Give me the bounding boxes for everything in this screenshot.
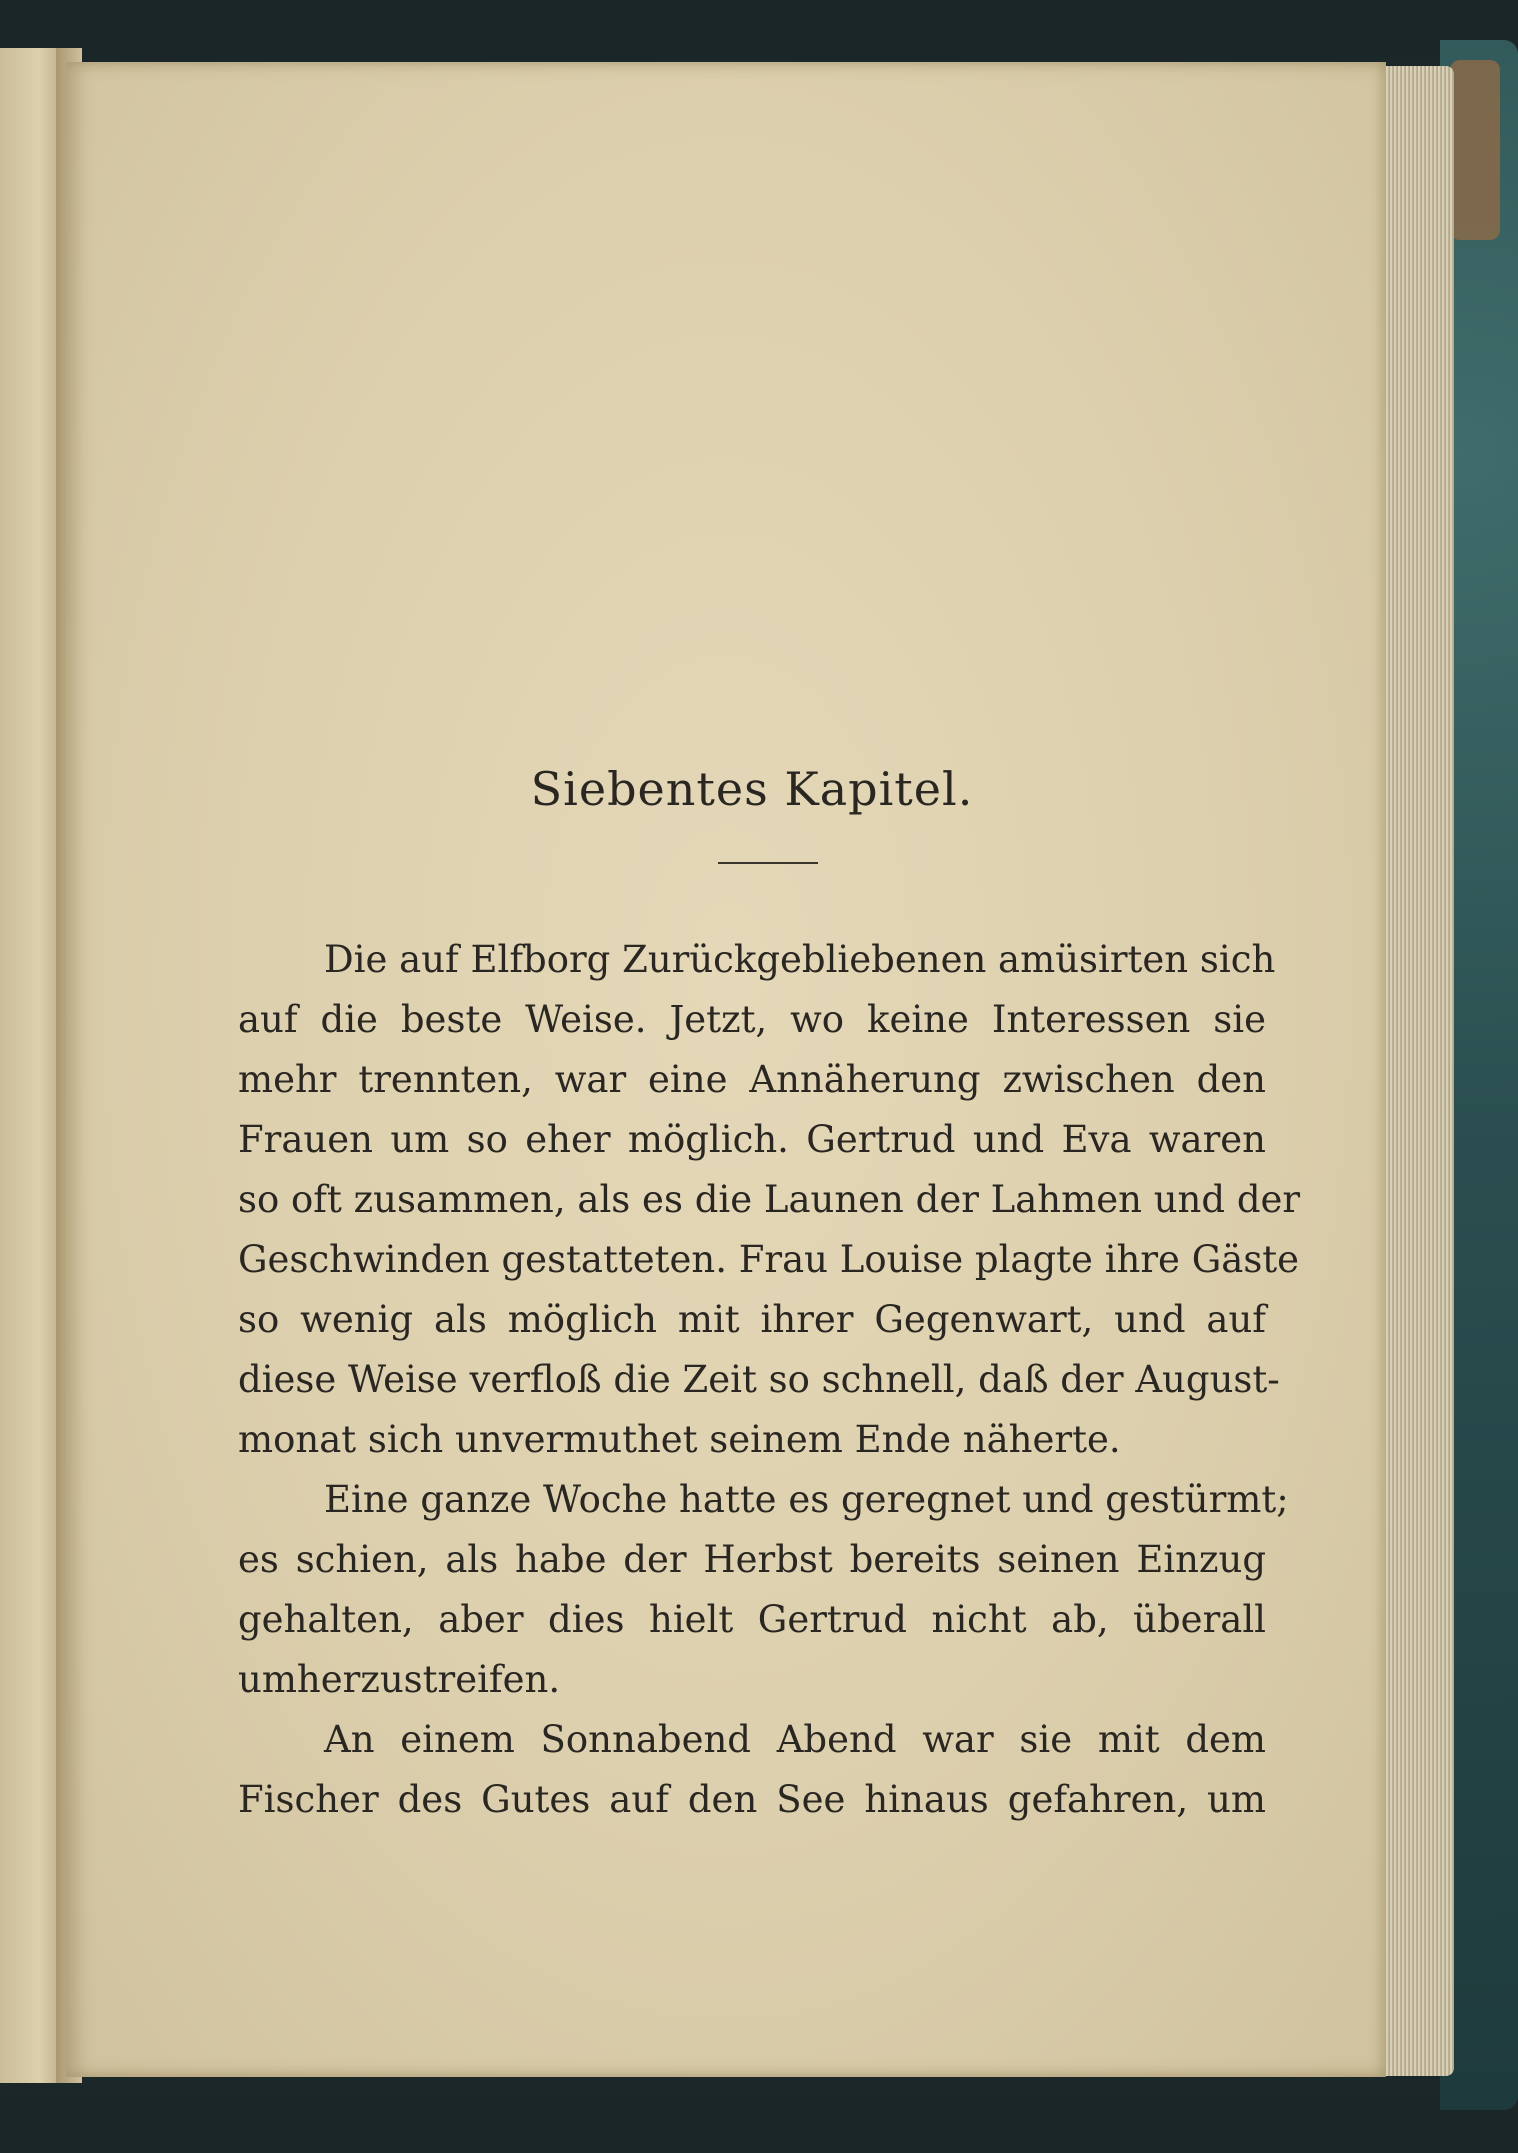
text-line: gehalten, aber dies hielt Gertrud nicht ab, überall	[238, 1598, 1266, 1641]
text-line: diese Weise verfloß die Zeit so schnell, daß der August-	[238, 1358, 1280, 1401]
text-line: Eine ganze Woche hatte es geregnet und gestürmt;	[324, 1478, 1289, 1521]
book-page	[66, 62, 1386, 2077]
text-line: umherzustreifen.	[238, 1658, 561, 1701]
text-line: Frauen um so eher möglich. Gertrud und Eva waren	[238, 1118, 1266, 1161]
text-line: auf die beste Weise. Jetzt, wo keine Interessen sie	[238, 998, 1266, 1041]
chapter-title: Siebentes Kapitel.	[530, 762, 974, 816]
text-line: es schien, als habe der Herbst bereits seinen Einzug	[238, 1538, 1266, 1581]
page-edges	[1378, 66, 1454, 2076]
text-line: Fischer des Gutes auf den See hinaus gefahren, um	[238, 1778, 1266, 1821]
text-line: so oft zusammen, als es die Launen der Lahmen und der	[238, 1178, 1301, 1221]
text-line: monat sich unvermuthet seinem Ende näherte.	[238, 1418, 1121, 1461]
text-line: An einem Sonnabend Abend war sie mit dem	[324, 1718, 1266, 1761]
text-line: mehr trennten, war eine Annäherung zwischen den	[238, 1058, 1266, 1101]
cover-wear-mark	[1450, 60, 1500, 240]
text-line: so wenig als möglich mit ihrer Gegenwart, und auf	[238, 1298, 1266, 1341]
text-line: Die auf Elfborg Zurückgebliebenen amüsirten sich	[324, 938, 1276, 981]
text-line: Geschwinden gestatteten. Frau Louise plagte ihre Gäste	[238, 1238, 1300, 1281]
title-rule	[718, 862, 818, 864]
